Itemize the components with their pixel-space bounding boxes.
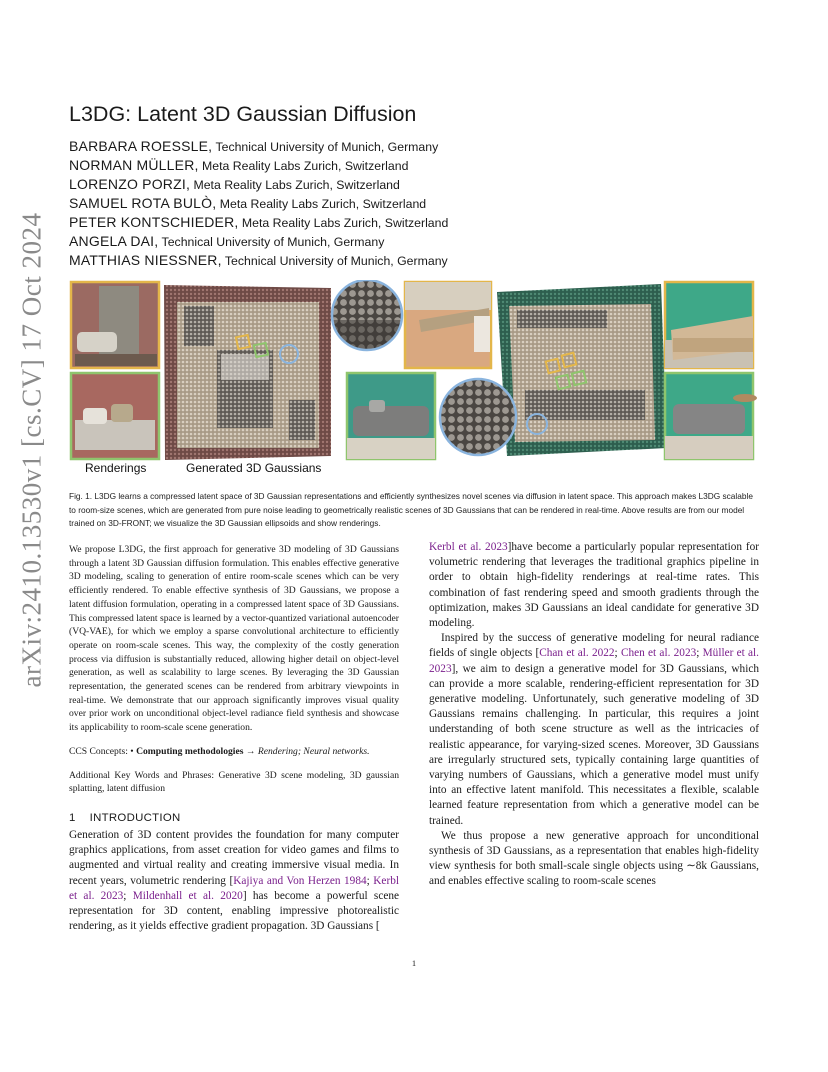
section-title: INTRODUCTION — [89, 811, 181, 824]
text-span: Inspired by the success of generative modeling for neural radiance fields of single objects [ — [429, 632, 759, 660]
abstract: We propose L3DG, the first approach for generative 3D modeling of 3D Gaussians through a latent 3D Gaussian diffusion formulation. This enables effective generative 3D modeling, scaling to generation of entire room-scale scenes which can be very efficiently rendered. To enable effective synthesis of 3D Gaussians, we propose a latent diffusion formulation, operating in a compressed latent space of 3D Gaussians. This compressed latent space is learned by a vector-quantized variational autoencoder (VQ-VAE), for which we employ a sparse convolutional architecture to efficiently operate on room-scale scenes. This way, the complexity of the costly generation process via diffusion is substantially reduced, allowing higher detail on object-level generation, as well as scalability to large scenes. By leveraging the 3D Gaussian representation, the generated scenes can be rendered from arbitrary viewpoints in real-time. We demonstrate that our approach significantly improves visual quality over prior work on unconditional object-level radiance field synthesis and showcase its applicability to room-scale scene generation. — [69, 544, 399, 734]
text-span: ] — [507, 541, 512, 553]
intro-paragraph-1-continued — [429, 540, 759, 631]
gaussian-scene-bedroom — [164, 285, 331, 460]
author-name: SAMUEL ROTA BULÒ, — [69, 195, 217, 211]
citation-link[interactable]: Kajiya and Von Herzen 1984 — [233, 874, 367, 887]
citation-link[interactable]: Müller et al. 2023 — [429, 647, 760, 675]
keywords: Additional Key Words and Phrases: Generative 3D scene modeling, 3D gaussian splatting, latent diffusion — [69, 769, 399, 795]
author-line — [69, 251, 448, 270]
author-name: LORENZO PORZI, — [69, 176, 191, 192]
page-number: 1 — [411, 958, 417, 968]
zoom-inset-livingroom — [440, 379, 516, 455]
rendering-desk-top — [405, 282, 491, 368]
left-column — [69, 543, 399, 934]
text-span: have become a particularly popular representation for volumetric rendering that leverages the traditional graphics pipeline in order to obtain high-fidelity renderings at real-time rates. This combination of fast rendering speed and smooth gradients through the optimization, makes 3D Gaussians an ideal candidate for generative 3D modeling. — [429, 541, 759, 630]
ccs-lead: CCS Concepts: • — [69, 745, 137, 757]
author-line — [69, 156, 448, 175]
figure-caption: Fig. 1. L3DG learns a compressed latent space of 3D Gaussian representations and efficiently synthesizes novel scenes via diffusion in latent space. This approach makes L3DG scalable to room-size scenes, which are generated from pure noise leading to geometrically realistic scenes of 3D Gaussians that can be rendered in real-time. Above results are from our model trained on 3D-FRONT; we visualize the 3D Gaussian ellipsoids and show renderings. — [69, 491, 753, 528]
teaser-figure — [69, 280, 761, 480]
ccs-concepts — [69, 745, 399, 759]
arxiv-id: arXiv:2410.13530v1 [cs.CV] 17 Oct 2024 — [16, 212, 47, 688]
author-name: BARBARA ROESSLE, — [69, 138, 213, 154]
paper-title: L3DG: Latent 3D Gaussian Diffusion — [69, 102, 417, 126]
text-span: ; — [123, 889, 133, 902]
gaussian-scene-livingroom — [497, 284, 667, 456]
citation-link[interactable]: Kerbl et al. 2023 — [69, 874, 399, 902]
ccs-italic: Rendering; Neural networks. — [257, 745, 370, 757]
author-line — [69, 137, 448, 156]
section-heading — [69, 812, 399, 824]
text-span: ; — [696, 647, 703, 660]
rendering-shelf-top — [665, 282, 753, 368]
text-span: ], we aim to design a generative model for 3D Gaussians, which can provide a more scalable, rendering-efficient representation for 3D generative modeling. Unfortunately, such generative modeling of 3D Gaussians remains challenging. In particular, this requires a joint understanding of both scene structure as well as the intricacies of realistic appearance, for varying-sized scenes. Moreover, 3D Gaussians are irregularly structured sets, typically containing large quantities of varying numbers of Gaussians, which a generative model must unify into an effective latent manifold. This necessitates a flexible, scalable learned feature representation from which a generative model can be trained. — [429, 662, 759, 827]
ccs-arrow: → — [243, 745, 258, 757]
label-generated-gaussians: Generated 3D Gaussians — [186, 461, 322, 475]
author-name: ANGELA DAI, — [69, 233, 159, 249]
text-span: ] has become a powerful scene representation for 3D content, enabling impressive photorealistic rendering, as it yields effective gradient propagation. 3D Gaussians [ — [69, 889, 400, 933]
author-name: NORMAN MÜLLER, — [69, 157, 199, 173]
ccs-bold: Computing methodologies — [136, 745, 244, 757]
author-name: MATTHIAS NIESSNER, — [69, 252, 222, 268]
author-line — [69, 194, 448, 213]
intro-paragraph-3: We thus propose a new generative approach for unconditional synthesis of 3D Gaussians, as a representation that enables high-fidelity view synthesis for both small-scale single objects using ∼8k Gaussians, and enables effective scaling to room-scale scenes — [429, 829, 759, 888]
author-name: PETER KONTSCHIEDER, — [69, 214, 239, 230]
citation-link[interactable]: Chan et al. 2022 — [539, 647, 615, 660]
author-list — [69, 137, 448, 270]
author-affiliation: Technical University of Munich, Germany — [212, 140, 439, 154]
section-number: 1 — [69, 811, 76, 824]
intro-paragraph-2 — [429, 631, 759, 829]
author-affiliation: Meta Reality Labs Zurich, Switzerland — [216, 197, 427, 211]
zoom-inset-bedroom — [331, 280, 411, 360]
rendering-bedroom-bottom — [71, 373, 159, 459]
text-span: Generation of 3D content provides the foundation for many computer graphics applications, from asset creation for video games and films to augmented and virtual reality and creating immersive visual media. In recent years, volumetric rendering [ — [69, 828, 399, 887]
rendering-bedroom-top — [71, 282, 159, 368]
author-affiliation: Meta Reality Labs Zurich, Switzerland — [190, 178, 400, 192]
author-affiliation: Technical University of Munich, Germany — [221, 254, 448, 268]
intro-paragraph-1 — [69, 828, 399, 934]
rendering-sofa-middle — [347, 373, 435, 459]
author-affiliation: Technical University of Munich, Germany — [158, 235, 385, 249]
arxiv-stamp — [12, 212, 52, 688]
citation-link[interactable]: Chen et al. 2023 — [620, 647, 697, 660]
author-line — [69, 213, 448, 232]
label-renderings: Renderings — [85, 461, 147, 475]
author-affiliation: Meta Reality Labs Zurich, Switzerland — [238, 216, 449, 230]
text-span: ; — [614, 647, 621, 660]
author-affiliation: Meta Reality Labs Zurich, Switzerland — [198, 159, 409, 173]
text-span: ; — [366, 874, 374, 887]
rendering-sofa-right — [665, 373, 757, 459]
author-line — [69, 175, 448, 194]
right-column — [429, 540, 759, 890]
citation-link[interactable]: Kerbl et al. 2023 — [429, 541, 508, 553]
citation-link[interactable]: Mildenhall et al. 2020 — [132, 889, 243, 902]
author-line — [69, 232, 448, 251]
